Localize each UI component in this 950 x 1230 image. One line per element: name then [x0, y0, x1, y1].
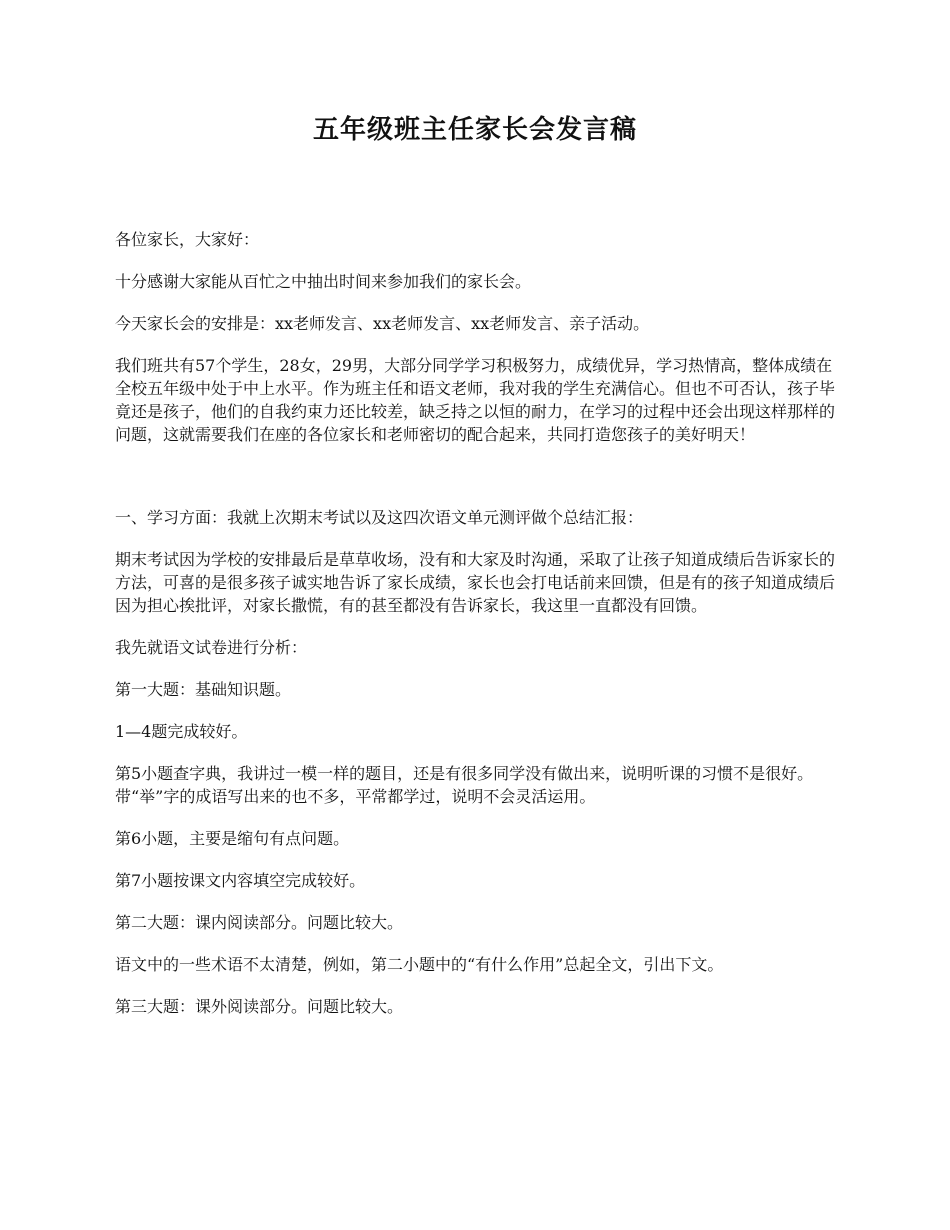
document-body: [115, 228, 840, 1037]
paragraph-q1-4: 1—4题完成较好。: [115, 722, 248, 741]
paragraph-part-one: 第一大题：基础知识题。: [115, 680, 292, 699]
paragraph-analysis-intro: 我先就语文试卷进行分析：: [115, 638, 308, 657]
paragraph-q6: 第6小题，主要是缩句有点问题。: [115, 829, 350, 848]
paragraph-final-exam: 期末考试因为学校的安排最后是草草收场，没有和大家及时沟通，采取了让孩子知道成绩后告诉家长的方法，可喜的是很多孩子诚实地告诉了家长成绩，家长也会打电话前来回馈，但是有的孩子知道成绩后因为担心挨批评，对家长撒慌，有的甚至都没有告诉家长，我这里一直都没有回馈。: [115, 550, 836, 615]
paragraph-agenda: 今天家长会的安排是：xx老师发言、xx老师发言、xx老师发言、亲子活动。: [115, 314, 650, 333]
section-heading-study: 一、学习方面：我就上次期末考试以及这四次语文单元测评做个总结汇报：: [115, 508, 644, 527]
paragraph-q7: 第7小题按课文内容填空完成较好。: [115, 871, 366, 890]
page-title: 五年级班主任家长会发言稿: [312, 115, 637, 145]
paragraph-part-two: 第二大题：课内阅读部分。问题比较大。: [115, 913, 404, 932]
paragraph-spacer: [115, 465, 840, 506]
paragraph-q5: 第5小题查字典，我讲过一模一样的题目，还是有很多同学没有做出来，说明听课的习惯不是很好。带“举”字的成语写出来的也不多，平常都学过，说明不会灵活运用。: [115, 764, 814, 806]
paragraph-class-overview: 我们班共有57个学生，28女，29男，大部分同学学习积极努力，成绩优异，学习热情高，整体成绩在全校五年级中处于中上水平。作为班主任和语文老师，我对我的学生充满信心。但也不可否认，孩子毕竟还是孩子，他们的自我约束力还比较差，缺乏持之以恒的耐力，在学习的过程中还会出现这样那样的问题，这就需要我们在座的各位家长和老师密切的配合起来，共同打造您孩子的美好明天！: [115, 356, 836, 444]
paragraph-thanks: 十分感谢大家能从百忙之中抽出时间来参加我们的家长会。: [115, 272, 532, 291]
paragraph-terms: 语文中的一些术语不太清楚，例如，第二小题中的“有什么作用”总起全文，引出下文。: [115, 955, 724, 974]
paragraph-part-three: 第三大题：课外阅读部分。问题比较大。: [115, 997, 404, 1016]
paragraph-greeting: 各位家长，大家好：: [115, 230, 260, 249]
